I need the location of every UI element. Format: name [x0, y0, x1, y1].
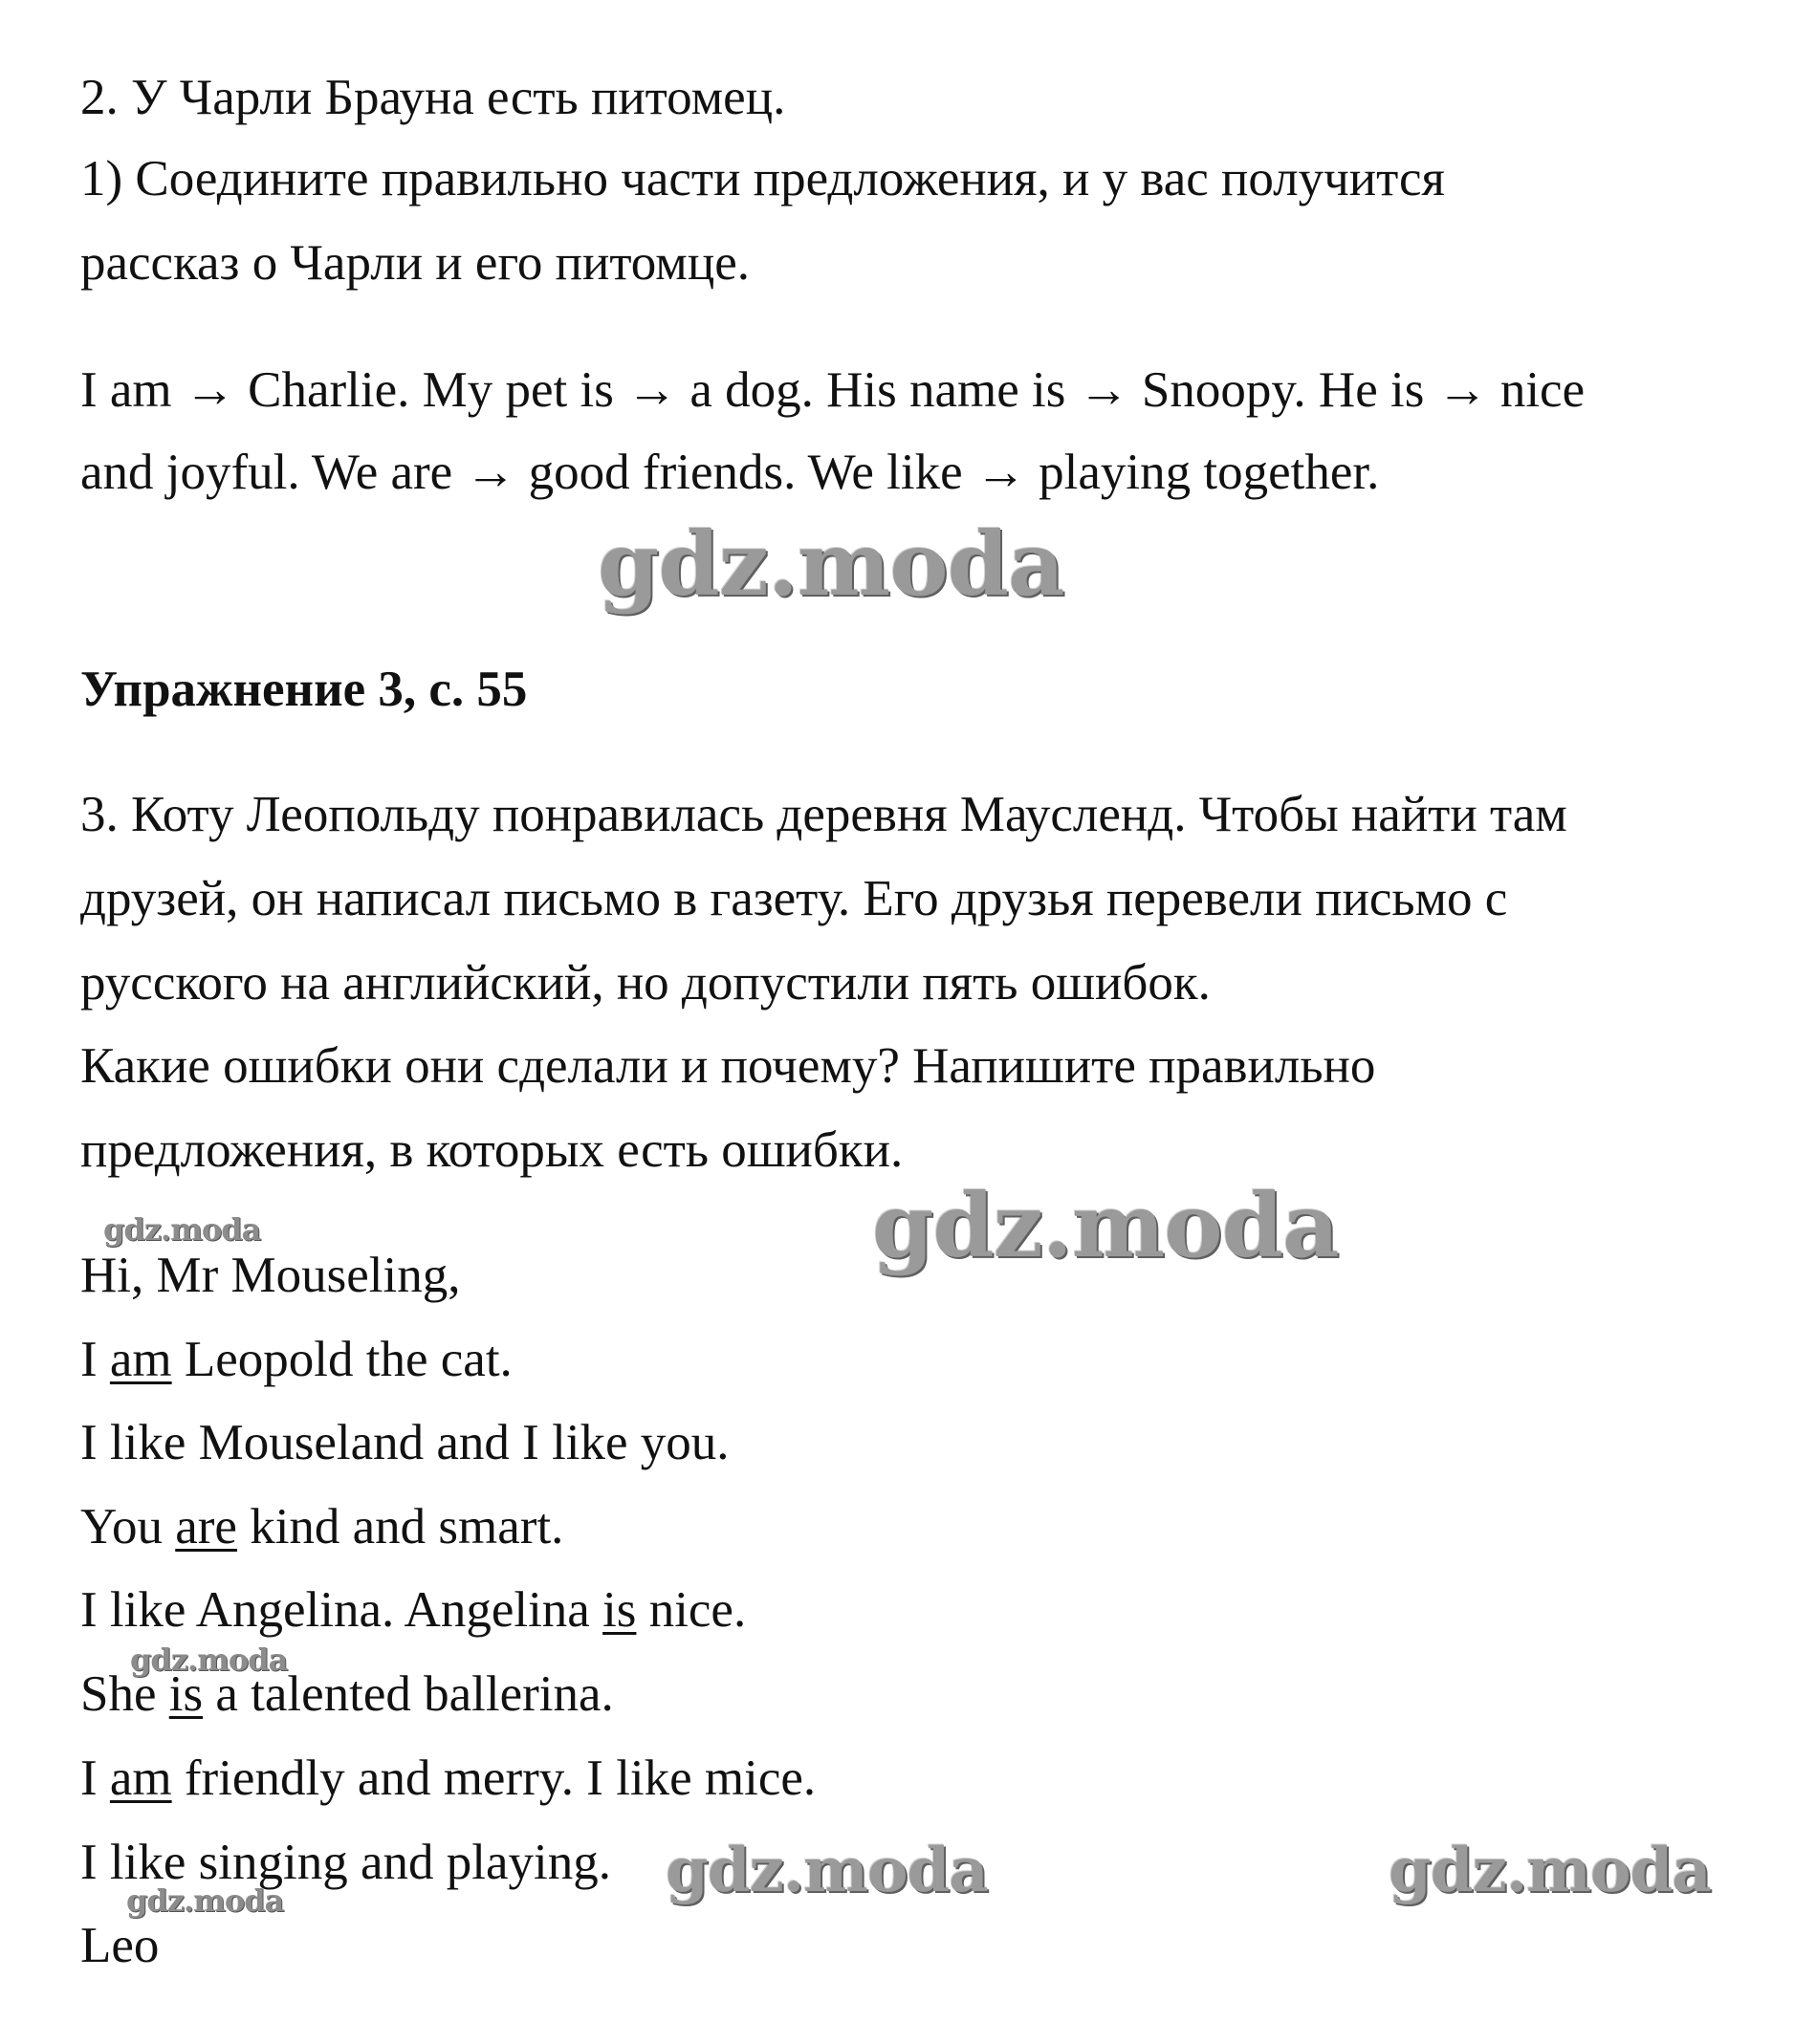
letter-line-1	[80, 1331, 513, 1388]
underlined-verb: is	[168, 1666, 204, 1722]
task2-title: 2. У Чарли Брауна есть питомец.	[80, 70, 786, 125]
letter-line-6	[80, 1750, 816, 1807]
letter-line-3	[80, 1498, 563, 1555]
watermark: gdz.moda	[1389, 1835, 1711, 1906]
task3-line4: Какие ошибки они сделали и почему? Напишите правильно	[80, 1038, 1376, 1094]
text: a talented ballerina.	[203, 1666, 614, 1722]
task3-line2: друзей, он написал письмо в газету. Его друзья перевели письмо с	[80, 871, 1508, 926]
text: nice.	[636, 1582, 747, 1638]
underlined-verb: am	[109, 1750, 172, 1806]
letter-greeting: Hi, Mr Mouseling,	[80, 1248, 461, 1303]
watermark: gdz.moda	[598, 512, 1064, 616]
letter-line-5	[80, 1665, 614, 1723]
text: You	[80, 1499, 176, 1555]
task3-line5: предложения, в которых есть ошибки.	[80, 1122, 904, 1178]
underlined-verb: am	[109, 1332, 172, 1387]
task2-instruction-line1: 1) Соедините правильно части предложения, и у вас получится	[80, 151, 1445, 207]
text: I	[80, 1750, 110, 1806]
underlined-verb: are	[175, 1499, 237, 1555]
exercise-heading: Упражнение 3, с. 55	[80, 662, 528, 717]
text: I	[80, 1332, 110, 1387]
task3-line1: 3. Коту Леопольду понравилась деревня Маусленд. Чтобы найти там	[80, 787, 1567, 842]
text: kind and smart.	[236, 1499, 564, 1555]
watermark: gdz.moda	[126, 1882, 284, 1919]
task2-instruction-line2: рассказ о Чарли и его питомце.	[80, 235, 750, 291]
letter-line-2: I like Mouseland and I like you.	[80, 1415, 730, 1470]
watermark: gdz.moda	[666, 1835, 988, 1906]
text: friendly and merry. I like mice.	[171, 1750, 817, 1806]
task2-answer-line2: and joyful. We are → good friends. We like → playing together.	[80, 445, 1380, 500]
letter-signature: Leo	[80, 1918, 160, 1973]
task3-line3: русского на английский, но допустили пять ошибок.	[80, 955, 1211, 1011]
watermark: gdz.moda	[872, 1174, 1339, 1277]
text: Leopold the cat.	[171, 1332, 513, 1387]
text: I like Angelina. Angelina	[80, 1582, 603, 1638]
text: She	[80, 1666, 169, 1722]
underlined-verb: is	[602, 1582, 637, 1638]
letter-line-4	[80, 1581, 746, 1639]
watermark: gdz.moda	[103, 1211, 261, 1248]
task2-answer-line1: I am → Charlie. My pet is → a dog. His name is → Snoopy. He is → nice	[80, 362, 1586, 418]
watermark: gdz.moda	[130, 1642, 288, 1678]
letter-line-7: I like singing and playing.	[80, 1835, 611, 1890]
